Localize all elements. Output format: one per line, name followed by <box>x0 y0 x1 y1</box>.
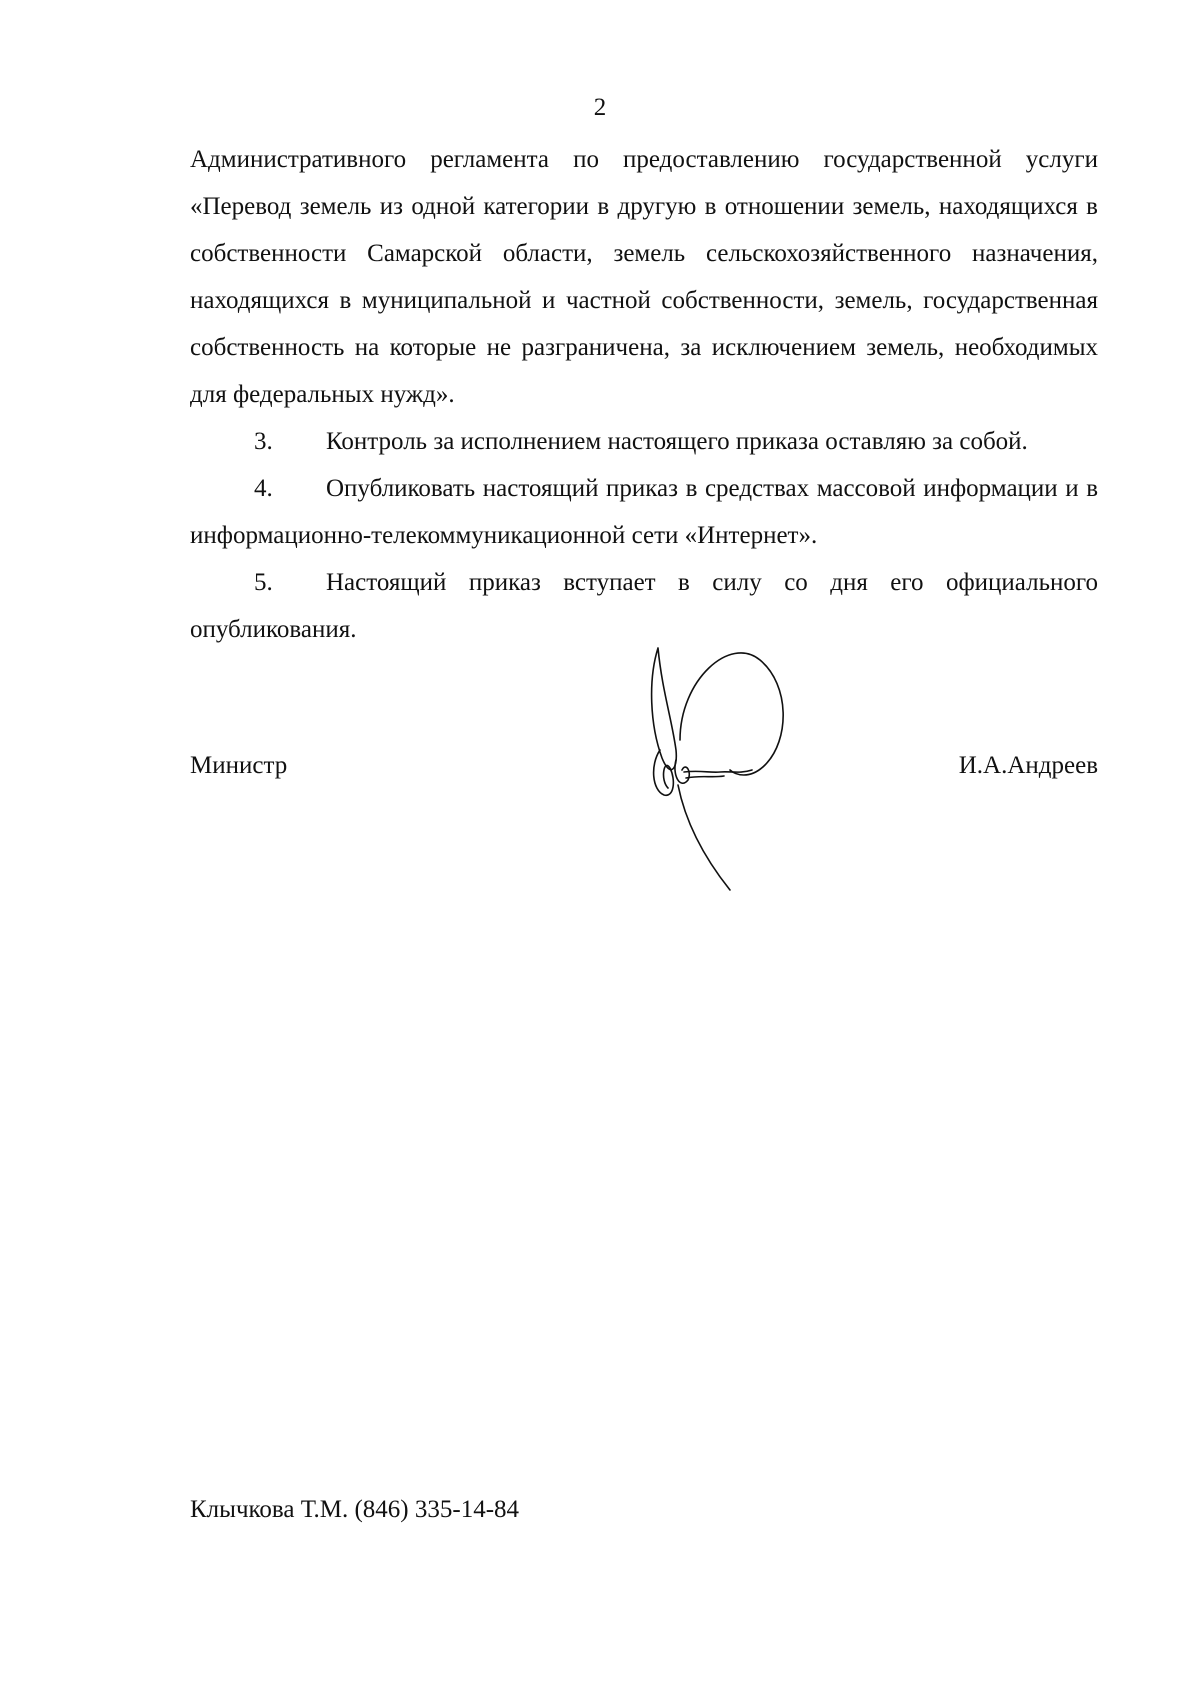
signer-name: И.А.Андреев <box>958 752 1098 779</box>
document-body <box>190 136 1098 653</box>
signer-position: Министр <box>190 752 288 779</box>
continuation-paragraph: Административного регламента по предоставлению государственной услуги «Перевод земель из одной категории в другую в отношении земель, находящихся в собственности Самарской области, земель сельскохозяйственного назначения, находящихся в муниципальной и частной собственности, земель, государственная собственность на которые не разграничена, за исключением земель, необходимых для федеральных нужд». <box>190 146 1098 408</box>
list-item <box>190 559 1098 653</box>
list-item <box>190 465 1098 559</box>
item-number: 5. <box>254 569 273 596</box>
list-item <box>190 418 1098 465</box>
item-text: Контроль за исполнением настоящего приказа оставляю за собой. <box>326 428 1028 455</box>
item-number: 3. <box>254 428 273 455</box>
item-number: 4. <box>254 475 273 502</box>
handwritten-signature <box>640 640 810 900</box>
page-number: 2 <box>593 94 607 121</box>
contact-line: Клычкова Т.М. (846) 335-14-84 <box>190 1496 520 1523</box>
item-text: Настоящий приказ вступает в силу со дня его официального опубликования. <box>190 569 1098 643</box>
item-text: Опубликовать настоящий приказ в средствах массовой информации и в информационно-телекоммуникационной сети «Интернет». <box>190 475 1098 549</box>
